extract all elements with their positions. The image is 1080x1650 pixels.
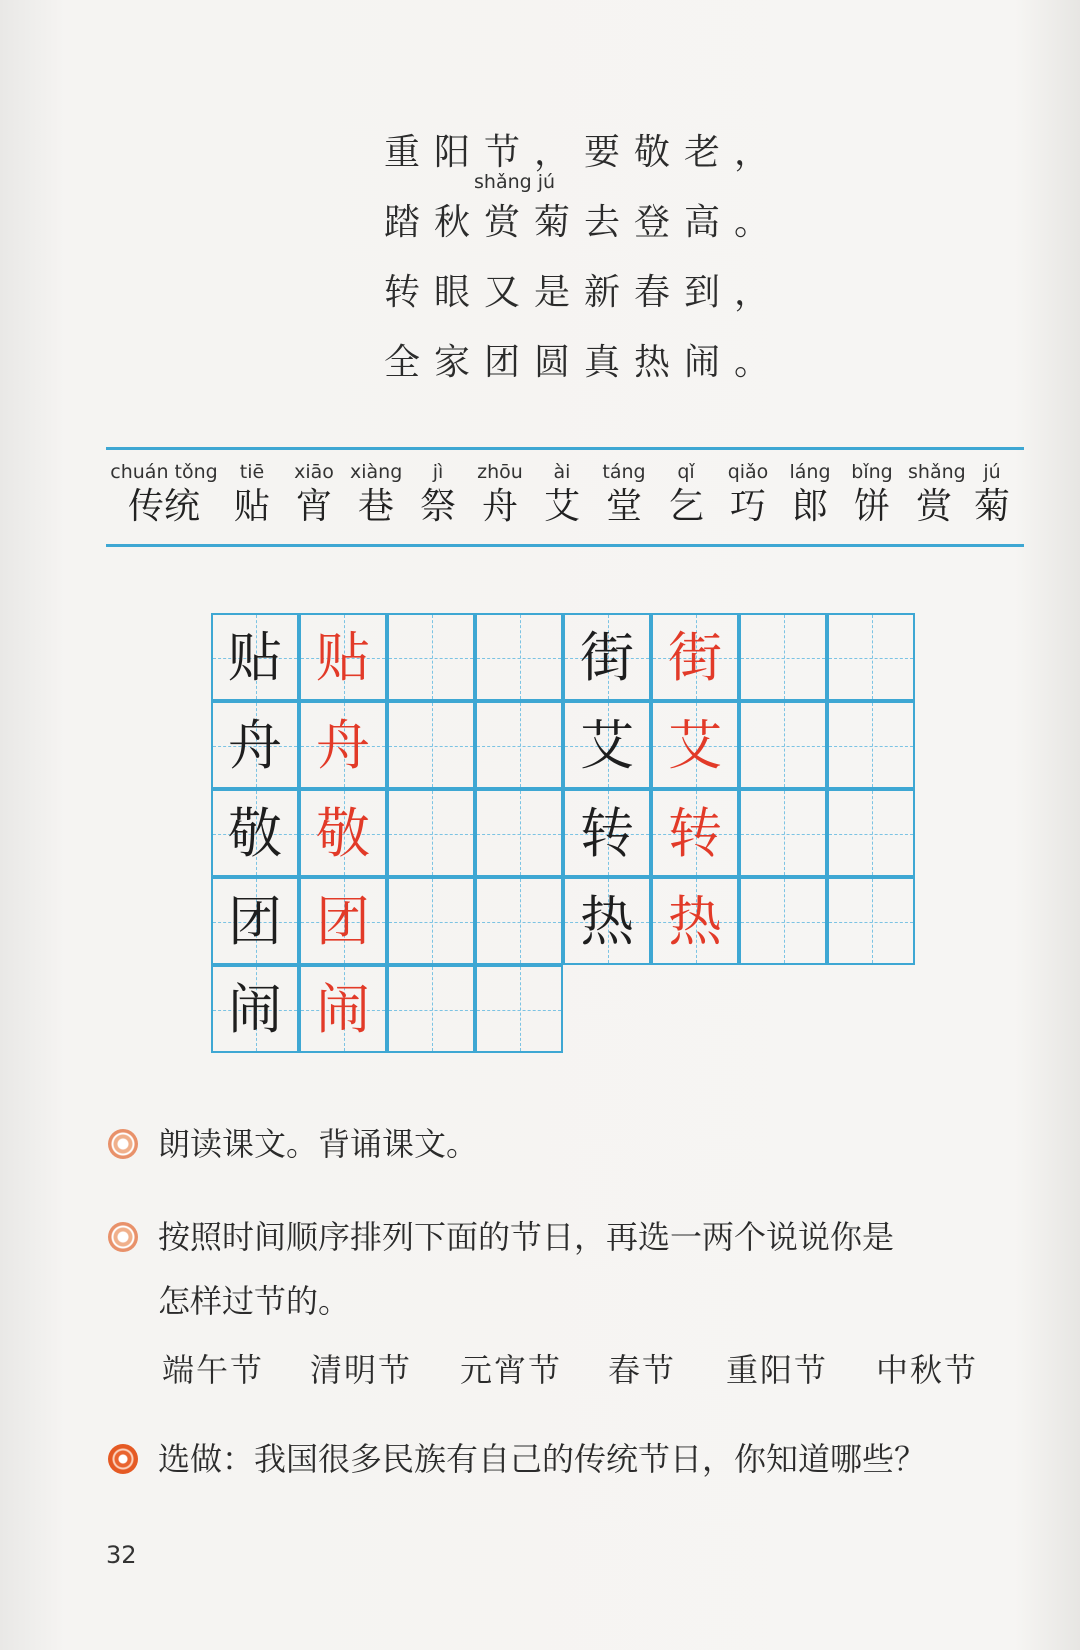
poem-line-4: 全家团圆真热闹。 xyxy=(384,342,785,383)
festival-item: 清明节 xyxy=(310,1351,413,1389)
exercise-2-text-line2: 怎样过节的。 xyxy=(158,1282,351,1320)
grid-cell xyxy=(651,789,739,877)
vocab-item xyxy=(350,461,402,529)
band-bottom-line xyxy=(106,544,1024,547)
grid-cell xyxy=(299,877,387,965)
vocab-item xyxy=(412,461,464,529)
vocab-pinyin: zhōu xyxy=(477,461,523,483)
blank-cell[interactable] xyxy=(387,701,475,789)
trace-char: 闹 xyxy=(316,978,370,1041)
grid-cell xyxy=(651,701,739,789)
model-char: 敬 xyxy=(228,802,282,865)
blank-cell[interactable] xyxy=(387,965,475,1053)
vocab-char: 赏 xyxy=(915,486,952,527)
band-top-line xyxy=(106,447,1024,450)
trace-char: 舟 xyxy=(316,714,370,777)
vocab-item xyxy=(908,461,966,529)
blank-cell[interactable] xyxy=(475,701,563,789)
vocab-char: 郎 xyxy=(791,486,828,527)
model-char: 团 xyxy=(228,890,282,953)
vocab-pinyin: tiē xyxy=(239,461,265,483)
vocab-pinyin: qiǎo xyxy=(727,461,769,483)
grid-cell xyxy=(299,613,387,701)
trace-char: 街 xyxy=(668,626,722,689)
vocab-item xyxy=(660,461,712,529)
festival-item: 重阳节 xyxy=(726,1351,829,1389)
blank-cell[interactable] xyxy=(475,613,563,701)
vocab-item xyxy=(536,461,588,529)
grid-cell xyxy=(211,701,299,789)
blank-cell[interactable] xyxy=(827,789,915,877)
poem-line-2 xyxy=(384,171,785,264)
blank-cell[interactable] xyxy=(739,877,827,965)
grid-cell xyxy=(299,701,387,789)
vocab-pinyin: jì xyxy=(432,461,444,483)
poem-pinyin: shǎng jú xyxy=(474,171,556,193)
blank-cell[interactable] xyxy=(739,613,827,701)
model-char: 艾 xyxy=(580,714,634,777)
vocab-char: 舟 xyxy=(481,486,518,527)
model-char: 热 xyxy=(580,890,634,953)
vocab-item xyxy=(784,461,836,529)
vocab-pinyin: láng xyxy=(789,461,831,483)
exercise-1-text: 朗读课文。背诵课文。 xyxy=(158,1125,479,1163)
exercise-bullet-icon xyxy=(108,1129,138,1159)
trace-char: 敬 xyxy=(316,802,370,865)
model-char: 闹 xyxy=(228,978,282,1041)
model-char: 转 xyxy=(580,802,634,865)
vocab-char: 艾 xyxy=(543,486,580,527)
blank-cell[interactable] xyxy=(475,789,563,877)
vocab-char: 贴 xyxy=(233,486,270,527)
exercise-bullet-icon xyxy=(108,1222,138,1252)
grid-cell xyxy=(651,613,739,701)
blank-cell[interactable] xyxy=(827,701,915,789)
vocab-char: 堂 xyxy=(605,486,642,527)
trace-char: 艾 xyxy=(668,714,722,777)
grid-cell xyxy=(563,789,651,877)
grid-cell xyxy=(563,877,651,965)
grid-cell xyxy=(651,877,739,965)
vocab-item xyxy=(110,461,218,529)
grid-cell xyxy=(563,701,651,789)
vocab-item xyxy=(288,461,340,529)
trace-char: 转 xyxy=(668,802,722,865)
grid-cell xyxy=(211,965,299,1053)
vocab-pinyin: ài xyxy=(553,461,571,483)
vocab-pinyin: jú xyxy=(983,461,1001,483)
trace-char: 热 xyxy=(668,890,722,953)
vocab-item xyxy=(226,461,278,529)
vocab-list xyxy=(110,461,1012,541)
blank-cell[interactable] xyxy=(475,965,563,1053)
festival-item: 春节 xyxy=(608,1351,677,1389)
vocab-item xyxy=(846,461,898,529)
grid-cell xyxy=(299,965,387,1053)
blank-cell[interactable] xyxy=(475,877,563,965)
blank-cell[interactable] xyxy=(739,789,827,877)
poem xyxy=(384,124,784,404)
trace-char: 贴 xyxy=(316,626,370,689)
vocab-pinyin: qǐ xyxy=(677,461,695,483)
page-number: 32 xyxy=(106,1541,137,1569)
vocab-char: 宵 xyxy=(295,486,332,527)
exercise-3-text: 选做：我国很多民族有自己的传统节日，你知道哪些？ xyxy=(158,1440,927,1478)
vocab-char: 巷 xyxy=(357,486,394,527)
festival-item: 元宵节 xyxy=(460,1351,563,1389)
vocab-item xyxy=(474,461,526,529)
vocab-pinyin: chuán tǒng xyxy=(110,461,218,483)
blank-cell[interactable] xyxy=(739,701,827,789)
poem-line-1: 重阳节，要敬老， xyxy=(384,132,785,173)
exercise-optional-bullet-icon xyxy=(108,1444,138,1474)
blank-cell[interactable] xyxy=(827,613,915,701)
exercise-2-text-line1: 按照时间顺序排列下面的节日，再选一两个说说你是 xyxy=(158,1218,895,1256)
model-char: 舟 xyxy=(228,714,282,777)
vocab-pinyin: xiàng xyxy=(350,461,403,483)
model-char: 街 xyxy=(580,626,634,689)
poem-line-2-text: 踏秋赏菊去登高。 xyxy=(384,202,785,243)
trace-char: 团 xyxy=(316,890,370,953)
vocab-char: 巧 xyxy=(729,486,766,527)
festival-item: 中秋节 xyxy=(876,1351,979,1389)
grid-cell xyxy=(211,877,299,965)
festival-item: 端午节 xyxy=(162,1351,265,1389)
vocab-char: 传统 xyxy=(127,486,200,527)
grid-cell xyxy=(299,789,387,877)
vocab-char: 菊 xyxy=(973,486,1010,527)
vocab-char: 祭 xyxy=(419,486,456,527)
grid-cell xyxy=(211,789,299,877)
vocab-item xyxy=(598,461,650,529)
vocab-pinyin: táng xyxy=(602,461,646,483)
vocab-item xyxy=(722,461,774,529)
vocab-pinyin: xiāo xyxy=(294,461,334,483)
vocab-char: 饼 xyxy=(853,486,890,527)
grid-cell xyxy=(211,613,299,701)
poem-line-3: 转眼又是新春到， xyxy=(384,272,785,313)
vocab-pinyin: bǐng xyxy=(851,461,893,483)
grid-cell xyxy=(563,613,651,701)
blank-cell[interactable] xyxy=(827,877,915,965)
blank-cell[interactable] xyxy=(387,613,475,701)
vocab-char: 乞 xyxy=(667,486,704,527)
blank-cell[interactable] xyxy=(387,789,475,877)
blank-cell[interactable] xyxy=(387,877,475,965)
vocab-item xyxy=(966,461,1018,529)
vocab-pinyin: shǎng xyxy=(908,461,966,483)
model-char: 贴 xyxy=(228,626,282,689)
